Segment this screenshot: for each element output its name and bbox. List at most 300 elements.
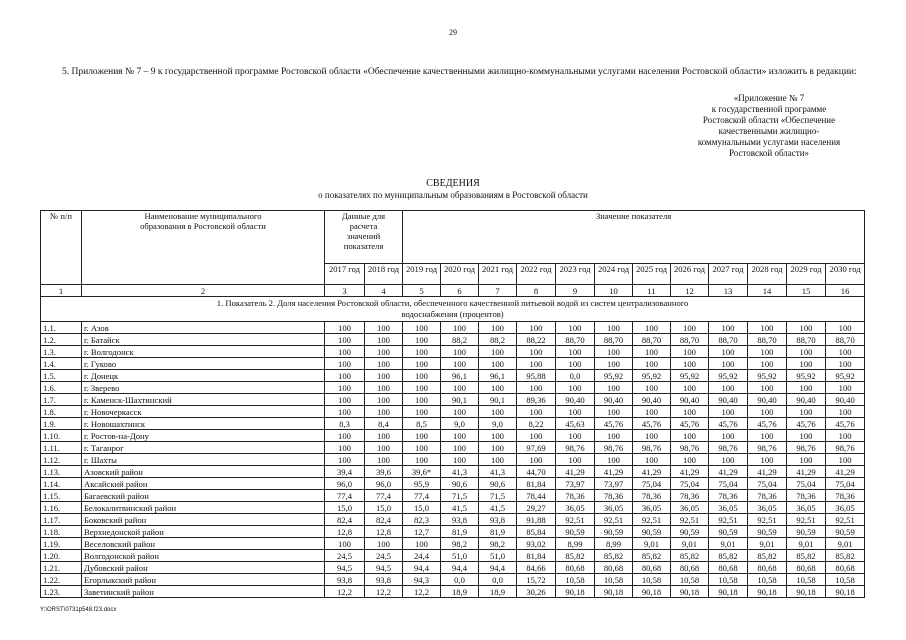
header-year: 2030 год bbox=[826, 264, 865, 285]
value-cell: 90,59 bbox=[671, 526, 709, 538]
column-number: 10 bbox=[595, 285, 633, 297]
value-cell: 100 bbox=[479, 454, 517, 466]
row-number: 1.5. bbox=[41, 370, 82, 382]
value-cell: 88,70 bbox=[633, 334, 671, 346]
municipality-name: Заветинский район bbox=[82, 586, 325, 598]
value-cell: 100 bbox=[748, 322, 787, 334]
value-cell: 100 bbox=[709, 358, 748, 370]
value-cell: 94,4 bbox=[479, 562, 517, 574]
value-cell: 85,82 bbox=[787, 550, 826, 562]
value-cell: 9,01 bbox=[787, 538, 826, 550]
value-cell: 100 bbox=[787, 406, 826, 418]
value-cell: 98,76 bbox=[595, 442, 633, 454]
table-row bbox=[41, 574, 865, 586]
value-cell: 78,36 bbox=[556, 490, 595, 502]
value-cell: 90,40 bbox=[671, 394, 709, 406]
municipality-name: Дубовский район bbox=[82, 562, 325, 574]
value-cell: 81,9 bbox=[441, 526, 479, 538]
value-cell: 100 bbox=[479, 406, 517, 418]
value-cell: 9,01 bbox=[633, 538, 671, 550]
value-cell: 100 bbox=[633, 406, 671, 418]
value-cell: 90,59 bbox=[633, 526, 671, 538]
value-cell: 100 bbox=[403, 394, 441, 406]
column-number: 3 bbox=[325, 285, 365, 297]
value-cell: 100 bbox=[365, 430, 403, 442]
value-cell: 45,76 bbox=[671, 418, 709, 430]
value-cell: 9,01 bbox=[748, 538, 787, 550]
value-cell: 36,05 bbox=[787, 502, 826, 514]
value-cell: 90,59 bbox=[826, 526, 865, 538]
value-cell: 100 bbox=[826, 454, 865, 466]
municipality-name: г. Шахты bbox=[82, 454, 325, 466]
value-cell: 73,97 bbox=[595, 478, 633, 490]
value-cell: 0,0 bbox=[556, 370, 595, 382]
value-cell: 100 bbox=[748, 382, 787, 394]
row-number: 1.12. bbox=[41, 454, 82, 466]
value-cell: 100 bbox=[748, 406, 787, 418]
municipality-name: г. Новошахтинск bbox=[82, 418, 325, 430]
value-cell: 100 bbox=[709, 406, 748, 418]
value-cell: 92,51 bbox=[671, 514, 709, 526]
value-cell: 100 bbox=[325, 322, 365, 334]
row-number: 1.8. bbox=[41, 406, 82, 418]
value-cell: 78,44 bbox=[517, 490, 556, 502]
value-cell: 100 bbox=[441, 442, 479, 454]
municipality-name: Азовский район bbox=[82, 466, 325, 478]
section-title: 1. Показатель 2. Доля населения Ростовской области, обеспеченного качественной питьевой водой из систем централизованного водоснабжения (процентов) bbox=[41, 297, 865, 322]
value-cell: 10,58 bbox=[787, 574, 826, 586]
value-cell: 90,18 bbox=[595, 586, 633, 598]
header-year: 2025 год bbox=[633, 264, 671, 285]
value-cell: 36,05 bbox=[595, 502, 633, 514]
value-cell: 100 bbox=[325, 382, 365, 394]
value-cell: 100 bbox=[517, 358, 556, 370]
value-cell: 90,1 bbox=[441, 394, 479, 406]
appendix-line: «Приложение № 7 bbox=[733, 93, 805, 103]
value-cell: 75,04 bbox=[826, 478, 865, 490]
value-cell: 100 bbox=[671, 322, 709, 334]
value-cell: 36,05 bbox=[556, 502, 595, 514]
row-number: 1.20. bbox=[41, 550, 82, 562]
value-cell: 100 bbox=[671, 358, 709, 370]
value-cell: 100 bbox=[441, 358, 479, 370]
value-cell: 90,18 bbox=[748, 586, 787, 598]
value-cell: 90,40 bbox=[633, 394, 671, 406]
value-cell: 92,51 bbox=[826, 514, 865, 526]
value-cell: 90,6 bbox=[479, 478, 517, 490]
value-cell: 12,2 bbox=[403, 586, 441, 598]
header-year: 2021 год bbox=[479, 264, 517, 285]
column-number: 11 bbox=[633, 285, 671, 297]
value-cell: 98,76 bbox=[671, 442, 709, 454]
value-cell: 41,29 bbox=[748, 466, 787, 478]
document-subtitle: о показателях по муниципальным образованиям в Ростовской области bbox=[318, 190, 588, 200]
value-cell: 100 bbox=[441, 346, 479, 358]
table-row bbox=[41, 334, 865, 346]
value-cell: 41,29 bbox=[633, 466, 671, 478]
value-cell: 88,2 bbox=[441, 334, 479, 346]
table-row bbox=[41, 550, 865, 562]
value-cell: 15,0 bbox=[325, 502, 365, 514]
value-cell: 85,82 bbox=[633, 550, 671, 562]
value-cell: 100 bbox=[365, 538, 403, 550]
value-cell: 100 bbox=[517, 406, 556, 418]
value-cell: 85,82 bbox=[671, 550, 709, 562]
value-cell: 100 bbox=[595, 382, 633, 394]
municipality-name: г. Гуково bbox=[82, 358, 325, 370]
value-cell: 44,70 bbox=[517, 466, 556, 478]
value-cell: 85,82 bbox=[826, 550, 865, 562]
value-cell: 41,29 bbox=[556, 466, 595, 478]
value-cell: 100 bbox=[826, 322, 865, 334]
value-cell: 80,68 bbox=[633, 562, 671, 574]
value-cell: 45,76 bbox=[709, 418, 748, 430]
value-cell: 98,76 bbox=[748, 442, 787, 454]
value-cell: 80,68 bbox=[671, 562, 709, 574]
value-cell: 90,59 bbox=[595, 526, 633, 538]
value-cell: 100 bbox=[709, 346, 748, 358]
value-cell: 90,40 bbox=[787, 394, 826, 406]
value-cell: 100 bbox=[787, 430, 826, 442]
value-cell: 81,84 bbox=[517, 478, 556, 490]
value-cell: 100 bbox=[365, 358, 403, 370]
value-cell: 100 bbox=[365, 322, 403, 334]
value-cell: 100 bbox=[556, 358, 595, 370]
table-row bbox=[41, 394, 865, 406]
value-cell: 77,4 bbox=[365, 490, 403, 502]
row-number: 1.22. bbox=[41, 574, 82, 586]
value-cell: 10,58 bbox=[556, 574, 595, 586]
value-cell: 41,29 bbox=[826, 466, 865, 478]
value-cell: 100 bbox=[595, 406, 633, 418]
value-cell: 100 bbox=[556, 322, 595, 334]
row-number: 1.4. bbox=[41, 358, 82, 370]
municipality-name: Боковский район bbox=[82, 514, 325, 526]
value-cell: 45,76 bbox=[595, 418, 633, 430]
value-cell: 90,1 bbox=[479, 394, 517, 406]
value-cell: 18,9 bbox=[479, 586, 517, 598]
value-cell: 100 bbox=[633, 358, 671, 370]
value-cell: 100 bbox=[441, 322, 479, 334]
value-cell: 9,0 bbox=[441, 418, 479, 430]
value-cell: 82,4 bbox=[365, 514, 403, 526]
value-cell: 51,0 bbox=[479, 550, 517, 562]
value-cell: 100 bbox=[403, 454, 441, 466]
appendix-line: качественными жилищно- bbox=[718, 126, 820, 136]
value-cell: 92,51 bbox=[748, 514, 787, 526]
value-cell: 100 bbox=[325, 346, 365, 358]
value-cell: 95,88 bbox=[517, 370, 556, 382]
value-cell: 18,9 bbox=[441, 586, 479, 598]
value-cell: 90,18 bbox=[787, 586, 826, 598]
value-cell: 90,18 bbox=[709, 586, 748, 598]
value-cell: 100 bbox=[479, 442, 517, 454]
value-cell: 39,6 bbox=[365, 466, 403, 478]
value-cell: 90,40 bbox=[595, 394, 633, 406]
value-cell: 45,76 bbox=[748, 418, 787, 430]
document-title: СВЕДЕНИЯ bbox=[426, 178, 480, 189]
value-cell: 100 bbox=[709, 430, 748, 442]
header-year: 2026 год bbox=[671, 264, 709, 285]
value-cell: 98,76 bbox=[709, 442, 748, 454]
value-cell: 100 bbox=[556, 406, 595, 418]
value-cell: 100 bbox=[595, 454, 633, 466]
value-cell: 100 bbox=[479, 322, 517, 334]
value-cell: 95,92 bbox=[671, 370, 709, 382]
value-cell: 45,76 bbox=[826, 418, 865, 430]
table-row bbox=[41, 478, 865, 490]
row-number: 1.10. bbox=[41, 430, 82, 442]
municipality-name: Верхнедонской район bbox=[82, 526, 325, 538]
table-row bbox=[41, 358, 865, 370]
value-cell: 100 bbox=[365, 370, 403, 382]
value-cell: 100 bbox=[325, 538, 365, 550]
value-cell: 100 bbox=[556, 430, 595, 442]
value-cell: 90,40 bbox=[709, 394, 748, 406]
page-number: 29 bbox=[449, 28, 457, 37]
value-cell: 92,51 bbox=[556, 514, 595, 526]
value-cell: 10,58 bbox=[709, 574, 748, 586]
value-cell: 36,05 bbox=[633, 502, 671, 514]
header-year: 2024 год bbox=[595, 264, 633, 285]
value-cell: 93,8 bbox=[365, 574, 403, 586]
row-number: 1.3. bbox=[41, 346, 82, 358]
value-cell: 80,68 bbox=[826, 562, 865, 574]
value-cell: 100 bbox=[403, 442, 441, 454]
municipality-name: Багаевский район bbox=[82, 490, 325, 502]
value-cell: 100 bbox=[365, 442, 403, 454]
value-cell: 98,76 bbox=[787, 442, 826, 454]
value-cell: 9,01 bbox=[826, 538, 865, 550]
table-row bbox=[41, 370, 865, 382]
value-cell: 85,82 bbox=[595, 550, 633, 562]
value-cell: 100 bbox=[365, 454, 403, 466]
value-cell: 92,51 bbox=[595, 514, 633, 526]
municipality-name: г. Ростов-на-Дону bbox=[82, 430, 325, 442]
value-cell: 100 bbox=[403, 358, 441, 370]
value-cell: 73,97 bbox=[556, 478, 595, 490]
value-cell: 100 bbox=[633, 430, 671, 442]
value-cell: 41,5 bbox=[479, 502, 517, 514]
value-cell: 75,04 bbox=[709, 478, 748, 490]
value-cell: 75,04 bbox=[633, 478, 671, 490]
table-row bbox=[41, 442, 865, 454]
value-cell: 94,5 bbox=[365, 562, 403, 574]
row-number: 1.13. bbox=[41, 466, 82, 478]
value-cell: 100 bbox=[325, 370, 365, 382]
column-number: 7 bbox=[479, 285, 517, 297]
table-row bbox=[41, 526, 865, 538]
value-cell: 100 bbox=[403, 430, 441, 442]
table-row bbox=[41, 322, 865, 334]
value-cell: 77,4 bbox=[325, 490, 365, 502]
value-cell: 100 bbox=[403, 370, 441, 382]
header-year: 2027 год bbox=[709, 264, 748, 285]
value-cell: 41,3 bbox=[479, 466, 517, 478]
value-cell: 100 bbox=[325, 394, 365, 406]
row-number: 1.9. bbox=[41, 418, 82, 430]
value-cell: 100 bbox=[403, 346, 441, 358]
value-cell: 10,58 bbox=[633, 574, 671, 586]
value-cell: 8,5 bbox=[403, 418, 441, 430]
value-cell: 12,8 bbox=[325, 526, 365, 538]
table-row bbox=[41, 586, 865, 598]
value-cell: 100 bbox=[479, 430, 517, 442]
row-number: 1.19. bbox=[41, 538, 82, 550]
value-cell: 88,70 bbox=[787, 334, 826, 346]
value-cell: 90,18 bbox=[671, 586, 709, 598]
municipality-name: г. Волгодонск bbox=[82, 346, 325, 358]
municipality-name: Егорлыкский район bbox=[82, 574, 325, 586]
value-cell: 89,36 bbox=[517, 394, 556, 406]
value-cell: 93,8 bbox=[479, 514, 517, 526]
value-cell: 78,36 bbox=[633, 490, 671, 502]
municipality-name: г. Донецк bbox=[82, 370, 325, 382]
municipality-name: Белокалитвинский район bbox=[82, 502, 325, 514]
file-path-footer: Y:\ORST\0731p548.f23.docx bbox=[40, 607, 117, 613]
value-cell: 100 bbox=[517, 382, 556, 394]
row-number: 1.6. bbox=[41, 382, 82, 394]
value-cell: 51,0 bbox=[441, 550, 479, 562]
value-cell: 90,59 bbox=[556, 526, 595, 538]
header-year: 2018 год bbox=[365, 264, 403, 285]
value-cell: 95,92 bbox=[826, 370, 865, 382]
value-cell: 100 bbox=[748, 454, 787, 466]
column-number: 15 bbox=[787, 285, 826, 297]
value-cell: 100 bbox=[556, 454, 595, 466]
value-cell: 78,36 bbox=[709, 490, 748, 502]
value-cell: 100 bbox=[633, 322, 671, 334]
row-number: 1.23. bbox=[41, 586, 82, 598]
value-cell: 45,63 bbox=[556, 418, 595, 430]
appendix-line: Ростовской области «Обеспечение bbox=[702, 115, 836, 125]
value-cell: 12,2 bbox=[365, 586, 403, 598]
value-cell: 94,3 bbox=[403, 574, 441, 586]
value-cell: 92,51 bbox=[709, 514, 748, 526]
header-year: 2017 год bbox=[325, 264, 365, 285]
value-cell: 88,70 bbox=[709, 334, 748, 346]
column-number: 5 bbox=[403, 285, 441, 297]
row-number: 1.17. bbox=[41, 514, 82, 526]
value-cell: 100 bbox=[671, 406, 709, 418]
table-row bbox=[41, 562, 865, 574]
value-cell: 100 bbox=[826, 358, 865, 370]
row-number: 1.14. bbox=[41, 478, 82, 490]
value-cell: 95,92 bbox=[633, 370, 671, 382]
value-cell: 10,58 bbox=[826, 574, 865, 586]
value-cell: 88,70 bbox=[595, 334, 633, 346]
value-cell: 85,82 bbox=[556, 550, 595, 562]
value-cell: 100 bbox=[325, 406, 365, 418]
value-cell: 88,70 bbox=[556, 334, 595, 346]
value-cell: 100 bbox=[826, 406, 865, 418]
value-cell: 80,68 bbox=[556, 562, 595, 574]
column-number: 16 bbox=[826, 285, 865, 297]
value-cell: 0,0 bbox=[441, 574, 479, 586]
header-year: 2029 год bbox=[787, 264, 826, 285]
value-cell: 90,18 bbox=[556, 586, 595, 598]
value-cell: 81,84 bbox=[517, 550, 556, 562]
municipality-name: Волгодонской район bbox=[82, 550, 325, 562]
value-cell: 98,2 bbox=[479, 538, 517, 550]
value-cell: 75,04 bbox=[671, 478, 709, 490]
value-cell: 78,36 bbox=[826, 490, 865, 502]
value-cell: 90,18 bbox=[826, 586, 865, 598]
value-cell: 100 bbox=[787, 382, 826, 394]
value-cell: 100 bbox=[556, 346, 595, 358]
municipality-name: г. Новочеркасск bbox=[82, 406, 325, 418]
value-cell: 100 bbox=[325, 334, 365, 346]
value-cell: 93,8 bbox=[325, 574, 365, 586]
value-cell: 90,6 bbox=[441, 478, 479, 490]
value-cell: 95,92 bbox=[595, 370, 633, 382]
value-cell: 100 bbox=[479, 358, 517, 370]
value-cell: 9,0 bbox=[479, 418, 517, 430]
value-cell: 81,9 bbox=[479, 526, 517, 538]
value-cell: 100 bbox=[748, 430, 787, 442]
value-cell: 84,66 bbox=[517, 562, 556, 574]
value-cell: 92,51 bbox=[787, 514, 826, 526]
value-cell: 82,3 bbox=[403, 514, 441, 526]
municipality-name: Веселовский район bbox=[82, 538, 325, 550]
table-row bbox=[41, 406, 865, 418]
value-cell: 98,76 bbox=[556, 442, 595, 454]
column-number: 9 bbox=[556, 285, 595, 297]
value-cell: 100 bbox=[325, 442, 365, 454]
value-cell: 100 bbox=[479, 346, 517, 358]
column-number: 12 bbox=[671, 285, 709, 297]
value-cell: 100 bbox=[787, 454, 826, 466]
value-cell: 36,05 bbox=[748, 502, 787, 514]
value-cell: 100 bbox=[595, 346, 633, 358]
value-cell: 10,58 bbox=[595, 574, 633, 586]
value-cell: 90,59 bbox=[748, 526, 787, 538]
row-number: 1.1. bbox=[41, 322, 82, 334]
value-cell: 100 bbox=[325, 358, 365, 370]
value-cell: 95,92 bbox=[709, 370, 748, 382]
value-cell: 15,72 bbox=[517, 574, 556, 586]
value-cell: 100 bbox=[556, 382, 595, 394]
value-cell: 100 bbox=[365, 346, 403, 358]
value-cell: 90,59 bbox=[787, 526, 826, 538]
value-cell: 82,4 bbox=[325, 514, 365, 526]
value-cell: 100 bbox=[709, 322, 748, 334]
column-number: 6 bbox=[441, 285, 479, 297]
column-number: 8 bbox=[517, 285, 556, 297]
value-cell: 96,0 bbox=[365, 478, 403, 490]
table-row bbox=[41, 466, 865, 478]
table-row bbox=[41, 418, 865, 430]
value-cell: 100 bbox=[441, 382, 479, 394]
row-number: 1.7. bbox=[41, 394, 82, 406]
value-cell: 41,29 bbox=[671, 466, 709, 478]
value-cell: 80,68 bbox=[787, 562, 826, 574]
value-cell: 90,40 bbox=[826, 394, 865, 406]
value-cell: 100 bbox=[826, 430, 865, 442]
value-cell: 30,26 bbox=[517, 586, 556, 598]
column-number: 4 bbox=[365, 285, 403, 297]
value-cell: 100 bbox=[325, 430, 365, 442]
value-cell: 100 bbox=[365, 406, 403, 418]
value-cell: 8,4 bbox=[365, 418, 403, 430]
value-cell: 8,99 bbox=[595, 538, 633, 550]
value-cell: 100 bbox=[403, 406, 441, 418]
value-cell: 90,40 bbox=[556, 394, 595, 406]
value-cell: 29,27 bbox=[517, 502, 556, 514]
value-cell: 88,70 bbox=[748, 334, 787, 346]
column-number: 13 bbox=[709, 285, 748, 297]
value-cell: 12,7 bbox=[403, 526, 441, 538]
